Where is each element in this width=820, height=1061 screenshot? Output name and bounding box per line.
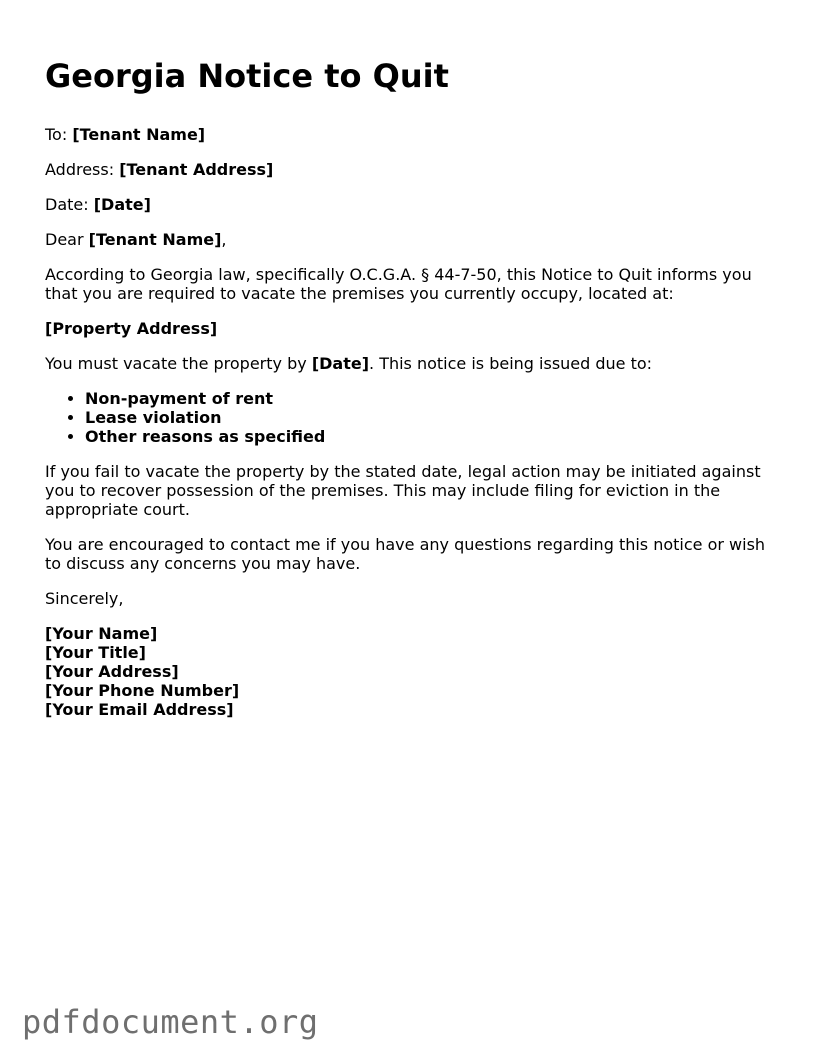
list-item: • Non-payment of rent: [85, 389, 780, 408]
property-address-line: [45, 319, 780, 338]
vacate-suffix: . This notice is being issued due to:: [369, 354, 653, 373]
salutation: [45, 230, 780, 249]
vacate-date-placeholder: [Date]: [311, 354, 370, 373]
vacate-prefix: You must vacate the property by: [45, 354, 307, 373]
signature-name: [Your Name]: [45, 624, 158, 643]
reasons-list: [45, 389, 780, 446]
address-label: Address:: [45, 160, 115, 179]
list-item: • Lease violation: [85, 408, 780, 427]
legal-action-paragraph: If you fail to vacate the property by the stated date, legal action may be initiated against you to recover possession of the premises. This may include filing for eviction in the appropriate court.: [45, 462, 761, 519]
address-line: [45, 160, 780, 179]
signature-block: [45, 624, 780, 719]
page-title: Georgia Notice to Quit: [45, 57, 449, 95]
date-line: [45, 195, 780, 214]
salutation-comma: ,: [221, 230, 227, 249]
signature-email: [Your Email Address]: [45, 700, 234, 719]
salutation-label: Dear: [45, 230, 84, 249]
signature-address: [Your Address]: [45, 662, 179, 681]
notice-page: [45, 54, 780, 719]
to-line: [45, 125, 780, 144]
property-address-placeholder: [Property Address]: [45, 319, 218, 338]
to-label: To:: [45, 125, 68, 144]
intro-paragraph: According to Georgia law, specifically O.C.G.A. § 44-7-50, this Notice to Quit informs you that you are required to vacate the premises you currently occupy, located at:: [45, 265, 752, 303]
tenant-address-placeholder: [Tenant Address]: [119, 160, 274, 179]
vacate-paragraph: [45, 354, 780, 373]
date-label: Date:: [45, 195, 89, 214]
contact-paragraph: You are encouraged to contact me if you have any questions regarding this notice or wish to discuss any concerns you may have.: [45, 535, 766, 573]
closing: Sincerely,: [45, 589, 124, 608]
tenant-name-placeholder: [Tenant Name]: [72, 125, 206, 144]
salutation-tenant-name: [Tenant Name]: [88, 230, 222, 249]
signature-title: [Your Title]: [45, 643, 146, 662]
watermark: pdfdocument.org: [22, 1003, 319, 1041]
date-placeholder: [Date]: [93, 195, 151, 214]
signature-phone: [Your Phone Number]: [45, 681, 240, 700]
list-item: • Other reasons as specified: [85, 427, 780, 446]
